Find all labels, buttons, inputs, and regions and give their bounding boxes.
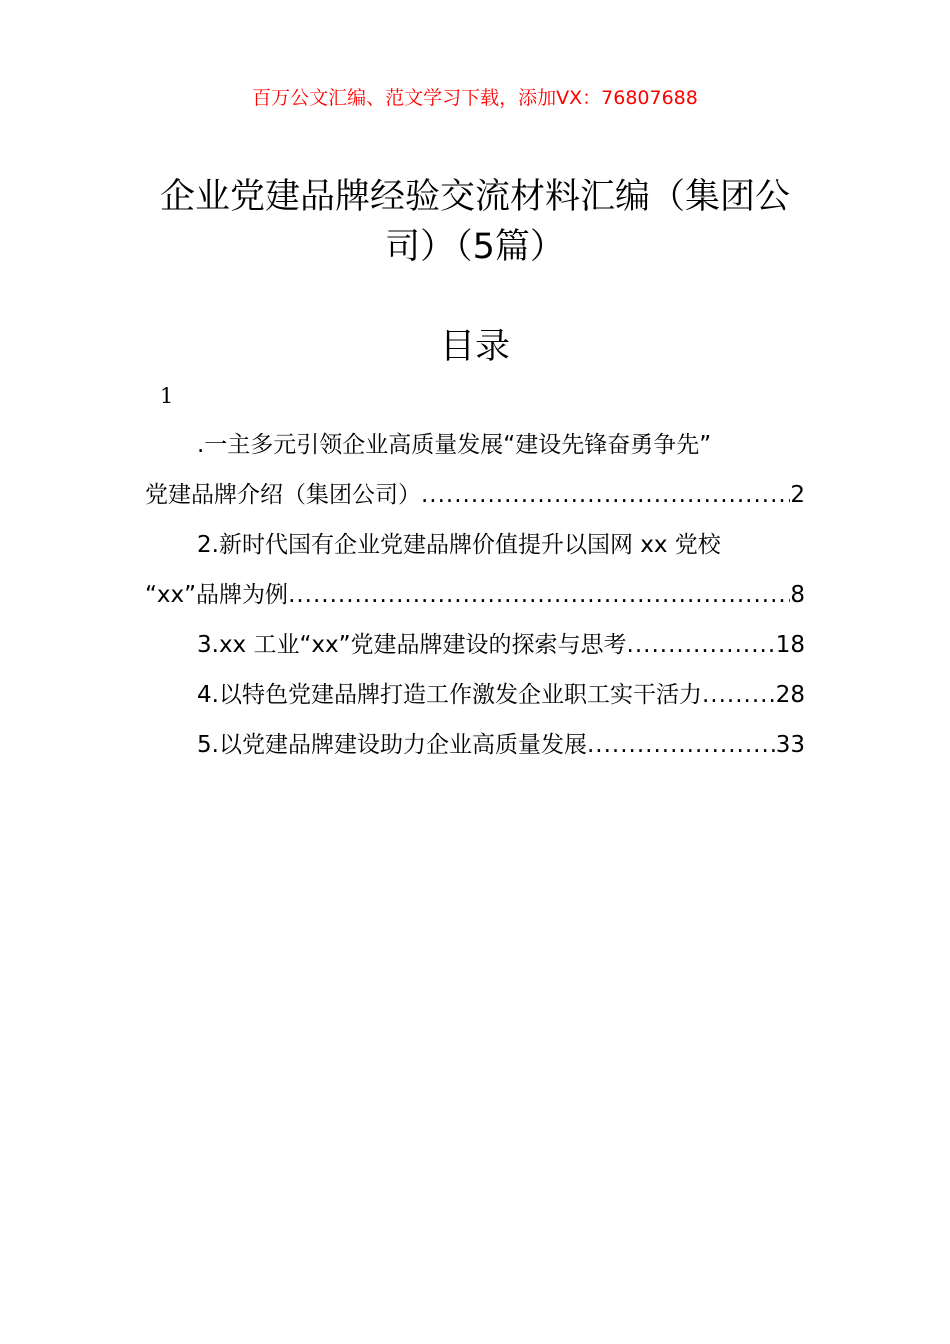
document-title: 企业党建品牌经验交流材料汇编（集团公司）（5篇） bbox=[159, 177, 790, 267]
toc-heading: 目录 bbox=[439, 327, 510, 367]
toc-leader-dots bbox=[587, 720, 776, 770]
page-number-marker: 1 bbox=[160, 384, 174, 408]
toc-leader-dots bbox=[421, 470, 790, 520]
toc-leader-dots bbox=[702, 670, 776, 720]
toc-entry-title: 5.以党建品牌建设助力企业高质量发展 bbox=[197, 732, 587, 758]
toc-leader-dots bbox=[627, 620, 776, 670]
toc-page-number: 33 bbox=[775, 732, 805, 758]
toc-leader-dots bbox=[288, 570, 790, 620]
promo-banner: 百万公文汇编、范文学习下载，添加VX：76807688 bbox=[252, 87, 698, 109]
toc-page-number: 28 bbox=[775, 682, 805, 708]
toc-entry-line bbox=[145, 720, 805, 770]
toc-entry-4[interactable] bbox=[145, 670, 805, 720]
toc-page-number: 2 bbox=[790, 482, 805, 508]
toc-entry-title-cont: “xx”品牌为例 bbox=[145, 582, 289, 608]
toc-entry-3[interactable] bbox=[145, 620, 805, 670]
toc-entry-title: .一主多元引领企业高质量发展“建设先锋奋勇争先” bbox=[197, 432, 712, 458]
toc-entry-title: 2.新时代国有企业党建品牌价值提升以国网 xx 党校 bbox=[197, 532, 721, 558]
toc-entry-title-cont: 党建品牌介绍（集团公司） bbox=[145, 482, 421, 508]
toc-entry-line bbox=[145, 570, 805, 620]
toc-page-number: 8 bbox=[790, 582, 805, 608]
toc-entry-1[interactable] bbox=[145, 420, 805, 520]
toc-entry-title: 4.以特色党建品牌打造工作激发企业职工实干活力 bbox=[197, 682, 702, 708]
toc-entry-line bbox=[145, 520, 805, 570]
toc-entry-2[interactable] bbox=[145, 520, 805, 620]
toc-entry-line bbox=[145, 670, 805, 720]
toc-page-number: 18 bbox=[775, 632, 805, 658]
toc-entry-line bbox=[145, 420, 805, 470]
toc-entry-line bbox=[145, 470, 805, 520]
table-of-contents bbox=[145, 420, 805, 770]
toc-entry-5[interactable] bbox=[145, 720, 805, 770]
toc-entry-line bbox=[145, 620, 805, 670]
toc-entry-title: 3.xx 工业“xx”党建品牌建设的探索与思考 bbox=[197, 632, 627, 658]
